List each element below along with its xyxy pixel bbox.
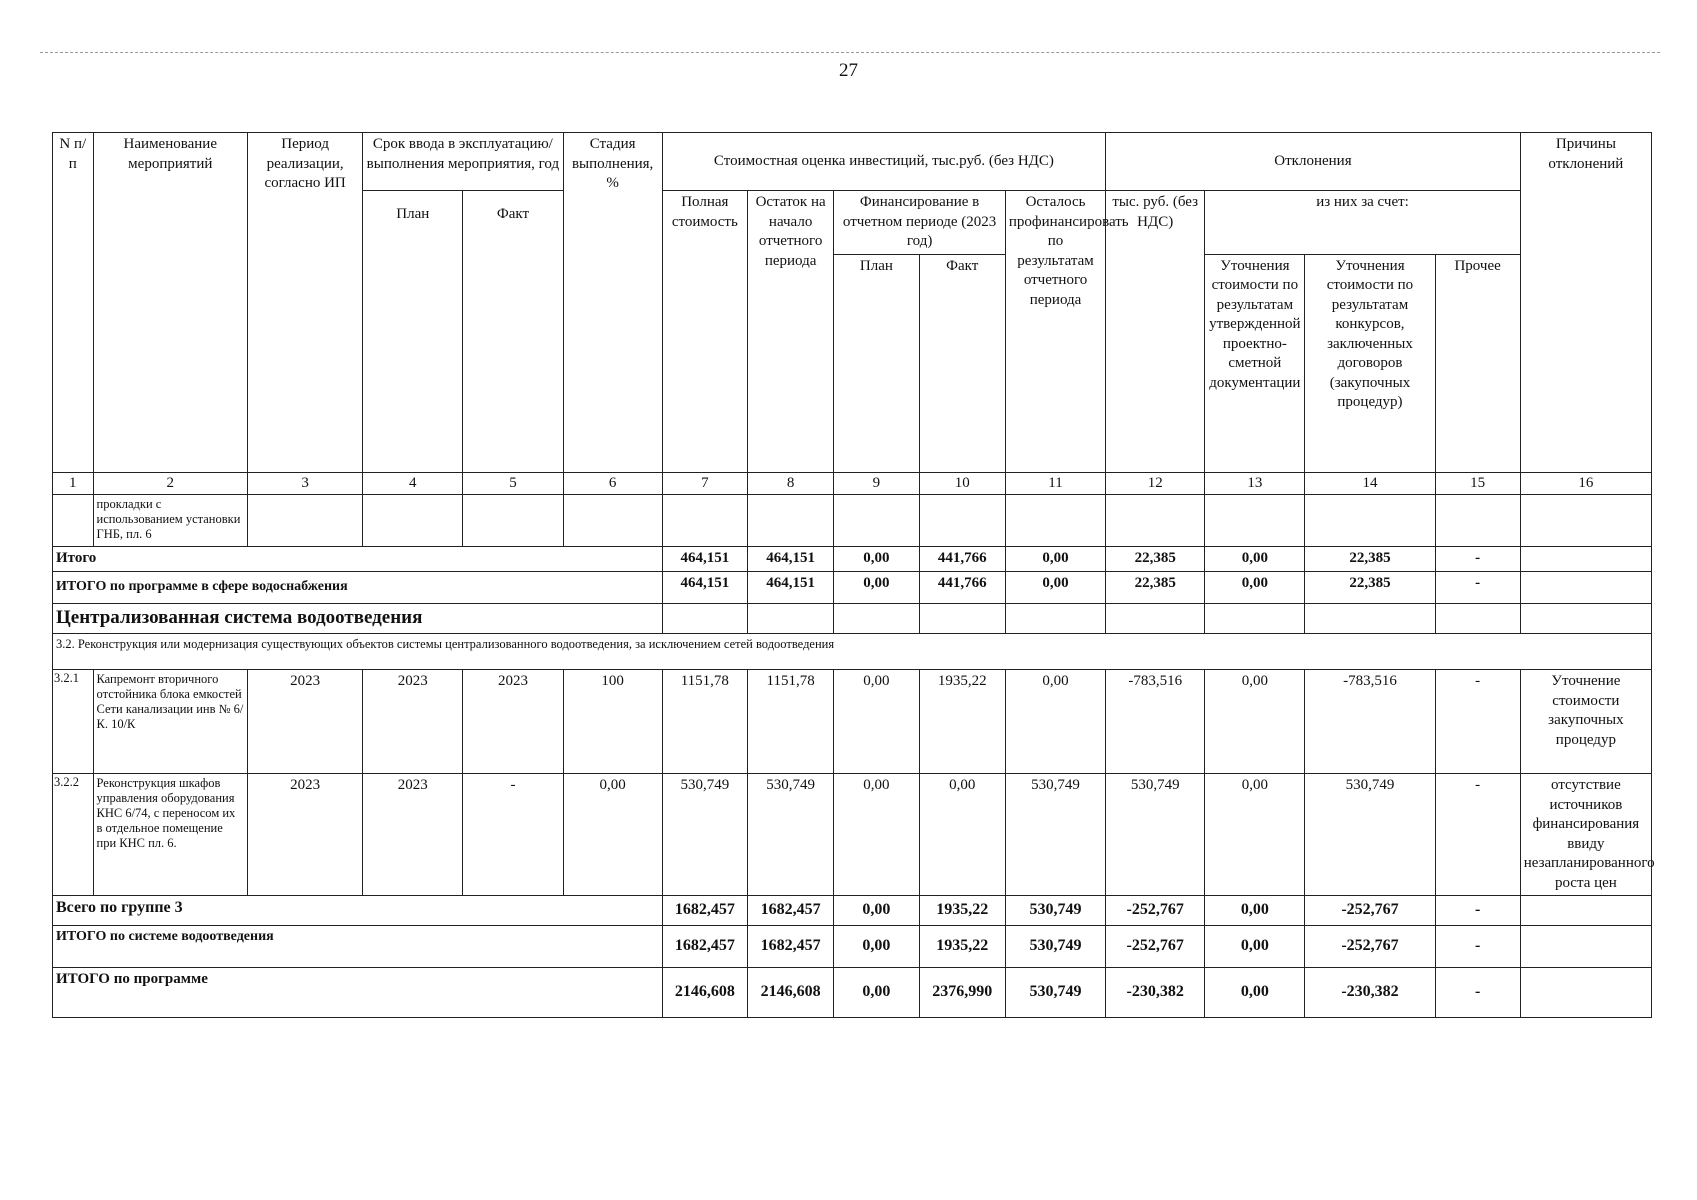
header-col-num: N п/п bbox=[53, 133, 94, 473]
program-total-label: ИТОГО по программе bbox=[53, 968, 663, 1018]
row-number: 3.2.2 bbox=[53, 774, 94, 896]
subsection-row bbox=[53, 634, 1652, 670]
row-reason: отсутствие источников финансирования ввиду незапланированного роста цен bbox=[1520, 774, 1651, 896]
system-total-c7: 1682,457 bbox=[662, 926, 747, 968]
row-c9: 0,00 bbox=[834, 774, 919, 896]
row-c8: 530,749 bbox=[747, 774, 833, 896]
col-number: 3 bbox=[248, 472, 363, 495]
program-total-c7: 2146,608 bbox=[662, 968, 747, 1018]
group-total-c15: - bbox=[1435, 896, 1520, 926]
row-c8: 1151,78 bbox=[747, 670, 833, 774]
header-col-dev-14: Уточнения стоимости по результатам конкурсов, заключенных договоров (закупочных процедур) bbox=[1305, 254, 1435, 472]
system-total-c12: -252,767 bbox=[1106, 926, 1205, 968]
group-total-c13: 0,00 bbox=[1205, 896, 1305, 926]
col-number: 13 bbox=[1205, 472, 1305, 495]
col-number: 15 bbox=[1435, 472, 1520, 495]
row-c12: -783,516 bbox=[1106, 670, 1205, 774]
program-total-c11: 530,749 bbox=[1005, 968, 1105, 1018]
row-c12: 530,749 bbox=[1106, 774, 1205, 896]
col-number: 12 bbox=[1106, 472, 1205, 495]
total-row bbox=[53, 547, 1652, 572]
row-c11: 530,749 bbox=[1005, 774, 1105, 896]
total-c8: 464,151 bbox=[747, 547, 833, 572]
total-c8: 464,151 bbox=[747, 572, 833, 604]
header-col-dev-of: из них за счет: bbox=[1205, 191, 1521, 255]
system-total-c14: -252,767 bbox=[1305, 926, 1435, 968]
total-c15: - bbox=[1435, 572, 1520, 604]
total-label: ИТОГО по программе в сфере водоснабжения bbox=[53, 572, 663, 604]
total-c7: 464,151 bbox=[662, 547, 747, 572]
row-c11: 0,00 bbox=[1005, 670, 1105, 774]
total-c10: 441,766 bbox=[919, 572, 1005, 604]
total-c13: 0,00 bbox=[1205, 547, 1305, 572]
group-total-c9: 0,00 bbox=[834, 896, 919, 926]
system-total-row bbox=[53, 926, 1652, 968]
system-total-c10: 1935,22 bbox=[919, 926, 1005, 968]
system-total-c15: - bbox=[1435, 926, 1520, 968]
group-total-c11: 530,749 bbox=[1005, 896, 1105, 926]
col-number: 14 bbox=[1305, 472, 1435, 495]
total-c15: - bbox=[1435, 547, 1520, 572]
col-number: 7 bbox=[662, 472, 747, 495]
header-col-stage: Стадия выполнения, % bbox=[563, 133, 662, 473]
total-c10: 441,766 bbox=[919, 547, 1005, 572]
col-number: 1 bbox=[53, 472, 94, 495]
col-number: 10 bbox=[919, 472, 1005, 495]
table-row bbox=[53, 670, 1652, 774]
group-total-c12: -252,767 bbox=[1106, 896, 1205, 926]
header-col-rest: Остаток на начало отчетного периода bbox=[747, 191, 833, 473]
row-c15: - bbox=[1435, 774, 1520, 896]
row-c3: 2023 bbox=[248, 774, 363, 896]
col-number: 9 bbox=[834, 472, 919, 495]
header-col-period: Период реализации, согласно ИП bbox=[248, 133, 363, 473]
header-col-plan: План bbox=[363, 191, 463, 473]
program-total-c15: - bbox=[1435, 968, 1520, 1018]
total-label: Итого bbox=[53, 547, 663, 572]
col-number: 6 bbox=[563, 472, 662, 495]
header-col-left: Осталось профинансировать по результатам отчетного периода bbox=[1005, 191, 1105, 473]
header-col-name: Наименование мероприятий bbox=[93, 133, 248, 473]
group-total-c7: 1682,457 bbox=[662, 896, 747, 926]
total-c7: 464,151 bbox=[662, 572, 747, 604]
total-c11: 0,00 bbox=[1005, 572, 1105, 604]
col-number: 8 bbox=[747, 472, 833, 495]
header-row-1 bbox=[53, 133, 1652, 191]
program-total-c9: 0,00 bbox=[834, 968, 919, 1018]
col-number: 5 bbox=[463, 472, 563, 495]
header-col-cost: Стоимостная оценка инвестиций, тыс.руб. (без НДС) bbox=[662, 133, 1105, 191]
row-c6: 0,00 bbox=[563, 774, 662, 896]
col-number: 11 bbox=[1005, 472, 1105, 495]
header-col-fin-fact: Факт bbox=[919, 254, 1005, 472]
row-c5: - bbox=[463, 774, 563, 896]
row-c13: 0,00 bbox=[1205, 774, 1305, 896]
total-c12: 22,385 bbox=[1106, 547, 1205, 572]
system-total-label: ИТОГО по системе водоотведения bbox=[53, 926, 663, 968]
top-rule bbox=[40, 52, 1660, 53]
program-total-c8: 2146,608 bbox=[747, 968, 833, 1018]
group-total-label: Всего по группе 3 bbox=[53, 896, 663, 926]
row-c4: 2023 bbox=[363, 774, 463, 896]
row-c5: 2023 bbox=[463, 670, 563, 774]
system-total-c9: 0,00 bbox=[834, 926, 919, 968]
header-col-financing: Финансирование в отчетном периоде (2023 год) bbox=[834, 191, 1006, 255]
column-numbers-row bbox=[53, 472, 1652, 495]
total-c14: 22,385 bbox=[1305, 572, 1435, 604]
row-c10: 0,00 bbox=[919, 774, 1005, 896]
program-total-c13: 0,00 bbox=[1205, 968, 1305, 1018]
header-col-reasons: Причины отклонений bbox=[1520, 133, 1651, 473]
header-col-full-cost: Полная стоимость bbox=[662, 191, 747, 473]
row-number: 3.2.1 bbox=[53, 670, 94, 774]
row-c7: 1151,78 bbox=[662, 670, 747, 774]
program-total-c10: 2376,990 bbox=[919, 968, 1005, 1018]
row-reason: Уточнение стоимости закупочных процедур bbox=[1520, 670, 1651, 774]
total-c12: 22,385 bbox=[1106, 572, 1205, 604]
header-col-fin-plan: План bbox=[834, 254, 919, 472]
header-col-dev-sum: тыс. руб. (без НДС) bbox=[1106, 191, 1205, 473]
group-total-c14: -252,767 bbox=[1305, 896, 1435, 926]
col-number: 16 bbox=[1520, 472, 1651, 495]
program-total-row bbox=[53, 968, 1652, 1018]
section-subtitle: 3.2. Реконструкция или модернизация существующих объектов системы централизованного водоотведения, за исключением сетей водоотведения bbox=[53, 634, 1652, 670]
system-total-c13: 0,00 bbox=[1205, 926, 1305, 968]
section-title-row bbox=[53, 604, 1652, 634]
header-col-commission: Срок ввода в эксплуатацию/выполнения мероприятия, год bbox=[363, 133, 563, 191]
header-col-fact: Факт bbox=[463, 191, 563, 473]
total-c13: 0,00 bbox=[1205, 572, 1305, 604]
row-c13: 0,00 bbox=[1205, 670, 1305, 774]
row-name: Реконструкция шкафов управления оборудования КНС 6/74, с переносом их в отдельное помещение при КНС пл. 6. bbox=[93, 774, 248, 896]
row-c4: 2023 bbox=[363, 670, 463, 774]
row-c10: 1935,22 bbox=[919, 670, 1005, 774]
group-total-row bbox=[53, 896, 1652, 926]
col-number: 2 bbox=[93, 472, 248, 495]
continuation-name: прокладки с использованием установки ГНБ, пл. 6 bbox=[93, 495, 248, 547]
program-total-c12: -230,382 bbox=[1106, 968, 1205, 1018]
row-name: Капремонт вторичного отстойника блока емкостей Сети канализации инв № 6/К. 10/К bbox=[93, 670, 248, 774]
total-c14: 22,385 bbox=[1305, 547, 1435, 572]
col-number: 4 bbox=[363, 472, 463, 495]
row-c6: 100 bbox=[563, 670, 662, 774]
group-total-c8: 1682,457 bbox=[747, 896, 833, 926]
row-c7: 530,749 bbox=[662, 774, 747, 896]
row-c15: - bbox=[1435, 670, 1520, 774]
program-total-c14: -230,382 bbox=[1305, 968, 1435, 1018]
header-col-dev-13: Уточнения стоимости по результатам утвержденной проектно-сметной документации bbox=[1205, 254, 1305, 472]
header-col-deviations: Отклонения bbox=[1106, 133, 1521, 191]
header-col-dev-15: Прочее bbox=[1435, 254, 1520, 472]
system-total-c11: 530,749 bbox=[1005, 926, 1105, 968]
page-number: 27 bbox=[839, 60, 858, 81]
row-c3: 2023 bbox=[248, 670, 363, 774]
section-title: Централизованная система водоотведения bbox=[53, 604, 663, 634]
system-total-c8: 1682,457 bbox=[747, 926, 833, 968]
group-total-c10: 1935,22 bbox=[919, 896, 1005, 926]
total-c9: 0,00 bbox=[834, 547, 919, 572]
total-c11: 0,00 bbox=[1005, 547, 1105, 572]
row-c14: 530,749 bbox=[1305, 774, 1435, 896]
investment-table bbox=[52, 132, 1655, 1018]
total-c9: 0,00 bbox=[834, 572, 919, 604]
continuation-row bbox=[53, 495, 1652, 547]
row-c9: 0,00 bbox=[834, 670, 919, 774]
total-row bbox=[53, 572, 1652, 604]
row-c14: -783,516 bbox=[1305, 670, 1435, 774]
table-row bbox=[53, 774, 1652, 896]
